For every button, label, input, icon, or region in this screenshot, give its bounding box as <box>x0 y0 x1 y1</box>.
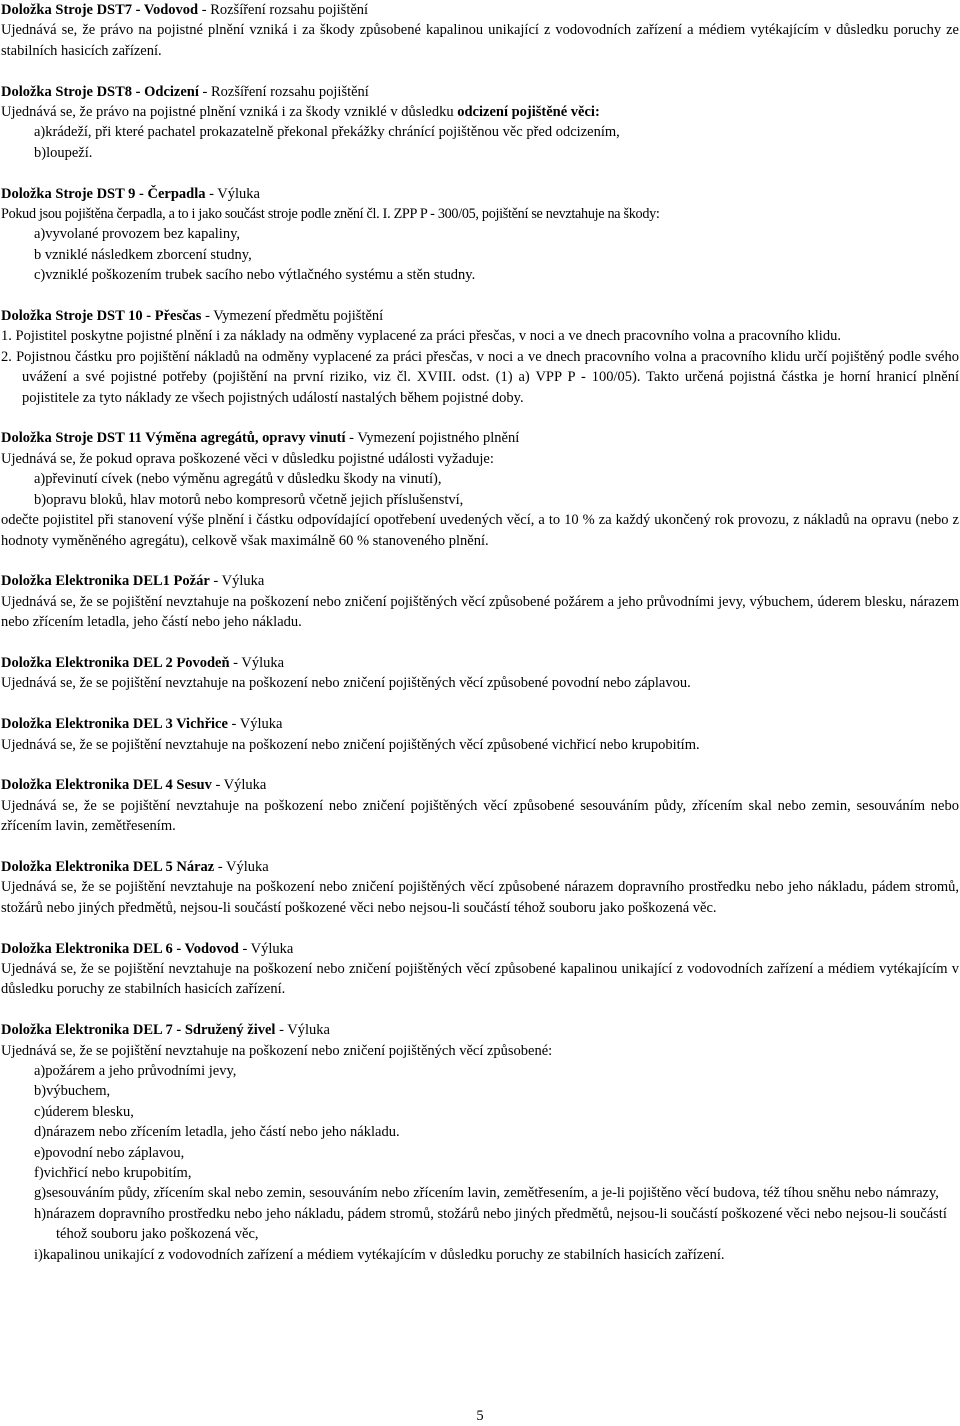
list-item: b vzniklé následkem zborcení studny, <box>34 246 252 263</box>
clause-del3 <box>1 714 959 755</box>
clause-dst7 <box>1 0 959 61</box>
clause-text: Ujednává se, že právo na pojistné plnění vzniká i za škody způsobené kapalinou unikající z vodovodních zařízení a médiem vytékajícím v důsledku poruchy ze stabilních hasicích zařízení. <box>1 22 959 59</box>
clause-heading <box>1 775 959 795</box>
list-item: i)kapalinou unikající z vodovodních zařízení a médiem vytékajícím v důsledku poruchy ze stabilních hasicích zařízení. <box>34 1246 725 1263</box>
list-item: b)loupeží. <box>34 144 93 161</box>
page-number: 5 <box>476 1408 484 1424</box>
list-item: b)výbuchem, <box>34 1083 111 1100</box>
clause-heading <box>1 1020 959 1040</box>
list-item: a)převinutí cívek (nebo výměnu agregátů v důsledku škody na vinutí), <box>34 471 442 488</box>
clause-del5 <box>1 857 959 918</box>
numbered-paragraph: 1. Pojistitel poskytne pojistné plnění i za náklady na odměny vyplacené za práci přesčas, v noci a ve dnech pracovního volna a pracovního klidu. <box>1 328 841 345</box>
clause-title: Doložka Stroje DST 9 - Čerpadla <box>1 185 206 202</box>
clause-subtitle: - Výluka <box>275 1022 330 1039</box>
list-item: a)vyvolané provozem bez kapaliny, <box>34 226 241 243</box>
list-item: d)nárazem nebo zřícením letadla, jeho částí nebo jeho nákladu. <box>34 1124 400 1141</box>
clause-subtitle: - Vymezení předmětu pojištění <box>201 308 384 325</box>
clause-del7 <box>1 1020 959 1265</box>
clause-subtitle: - Vymezení pojistného plnění <box>345 430 520 447</box>
clause-heading <box>1 939 959 959</box>
clause-text: Ujednává se, že se pojištění nevztahuje na poškození nebo zničení pojištěných věcí způsobené vichřicí nebo krupobitím. <box>1 736 700 753</box>
list-item: g)sesouváním půdy, zřícením skal nebo zemin, sesouváním nebo zřícením lavin, zemětřesením, a je-li pojištěno věcí budova, též tíhou sněhu nebo námrazy, <box>34 1185 939 1202</box>
clause-title: Doložka Elektronika DEL 2 Povodeň <box>1 654 230 671</box>
list-item: h)nárazem dopravního prostředku nebo jeho nákladu, pádem stromů, stožárů nebo jiných předmětů, nejsou-li součástí poškozené věci nebo nejsou-li součástí téhož souboru jako poškozená věc, <box>34 1205 947 1243</box>
clause-title: Doložka Stroje DST8 - Odcizení <box>1 83 199 100</box>
clause-subtitle: - Rozšíření rozsahu pojištění <box>198 83 369 100</box>
clause-heading <box>1 571 959 591</box>
clause-text: Ujednává se, že se pojištění nevztahuje na poškození nebo zničení pojištěných věcí způsobené: <box>1 1042 553 1059</box>
list-item: f)vichřicí nebo krupobitím, <box>34 1164 192 1181</box>
clause-heading <box>1 184 959 204</box>
clause-heading <box>1 653 959 673</box>
clause-dst8 <box>1 82 959 164</box>
clause-text-after: odečte pojistitel při stanovení výše plnění i částku odpovídající opotřebení uvedených věcí, a to 10 % za každý ukončený rok provozu, z nákladů na opravu (nebo z hodnoty vyměněného agregátu), celkově však maximálně 60 % stanoveného plnění. <box>1 512 959 549</box>
clause-text: Ujednává se, že se pojištění nevztahuje na poškození nebo zničení pojištěných věcí způsobené sesouváním půdy, zřícením skal nebo zemin, sesouváním nebo zřícením lavin, zemětřesením. <box>1 797 959 835</box>
list-item: c)vzniklé poškozením trubek sacího nebo výtlačného systému a stěn studny. <box>34 267 476 284</box>
clause-text: Ujednává se, že se pojištění nevztahuje na poškození nebo zničení pojištěných věcí způsobené nárazem dopravního prostředku nebo jeho nákladu, pádem stromů, stožárů nebo jiných předmětů, nejsou-li součástí poškozené věci nebo nejsou-li součástí téhož souboru jako poškozená věc. <box>1 879 959 916</box>
clause-title: Doložka Elektronika DEL1 Požár <box>1 573 210 590</box>
clause-subtitle: - Výluka <box>238 940 294 957</box>
clause-subtitle: - Výluka <box>209 573 265 590</box>
clause-title: Doložka Elektronika DEL 3 Vichřice <box>1 716 228 733</box>
list-item: b)opravu bloků, hlav motorů nebo kompresorů včetně jejich příslušenství, <box>34 491 464 508</box>
clause-text: Ujednává se, že se pojištění nevztahuje na poškození nebo zničení pojištěných věcí způsobené požárem a jeho průvodními jevy, výbuchem, úderem blesku, nárazem nebo zřícením letadla, jeho částí nebo jeho nákladu. <box>1 593 959 631</box>
clause-del2 <box>1 653 959 694</box>
clause-dst10 <box>1 306 959 408</box>
clause-title: Doložka Elektronika DEL 6 - Vodovod <box>1 940 239 957</box>
clause-subtitle: - Rozšíření rozsahu pojištění <box>198 2 369 18</box>
clause-heading <box>1 428 959 448</box>
clause-title: Doložka Elektronika DEL 5 Náraz <box>1 858 215 875</box>
clause-title: Doložka Elektronika DEL 7 - Sdružený živel <box>1 1022 276 1039</box>
clause-heading <box>1 0 959 20</box>
clause-dst9 <box>1 184 959 286</box>
clause-dst11 <box>1 428 959 550</box>
clause-subtitle: - Výluka <box>227 716 283 733</box>
clause-del1 <box>1 571 959 632</box>
clause-title: Doložka Elektronika DEL 4 Sesuv <box>1 777 212 794</box>
clause-del6 <box>1 939 959 1000</box>
clause-title: Doložka Stroje DST 10 - Přesčas <box>1 308 202 325</box>
clause-heading <box>1 857 959 877</box>
clause-text: Ujednává se, že pokud oprava poškozené věci v důsledku pojistné události vyžaduje: <box>1 450 494 467</box>
clause-text: Pokud jsou pojištěna čerpadla, a to i jako součást stroje podle znění čl. I. ZPP P - 300/05, pojištění se nevztahuje na škody: <box>1 206 660 223</box>
numbered-paragraph: 2. Pojistnou částku pro pojištění nákladů na odměny vyplacené za práci přesčas, v noci a ve dnech pracovního volna a pracovního klidu určí pojištěný podle svého uvážení a své pojistné potřeby (pojištění na první riziko, viz čl. XVIII. odst. (1) a) VPP P - 100/05). Takto určená pojistná částka je horní hranicí plnění pojistitele za tyto náklady ze všech pojistných událostí nastalých během pojistné doby. <box>1 348 959 406</box>
clause-text <box>1 102 959 122</box>
clause-text: Ujednává se, že se pojištění nevztahuje na poškození nebo zničení pojištěných věcí způsobené kapalinou unikající z vodovodních zařízení a médiem vytékajícím v důsledku poruchy ze stabilních hasicích zařízení. <box>1 960 959 998</box>
clause-subtitle: - Výluka <box>214 858 269 875</box>
list-item: c)úderem blesku, <box>34 1103 134 1120</box>
clause-title: Doložka Stroje DST7 - Vodovod <box>1 2 199 18</box>
list-item: a)požárem a jeho průvodními jevy, <box>34 1062 237 1079</box>
clause-text: Ujednává se, že se pojištění nevztahuje na poškození nebo zničení pojištěných věcí způsobené povodní nebo záplavou. <box>1 675 691 692</box>
clause-text-emphasis: odcizení pojištěné věci: <box>457 104 600 121</box>
clause-del4 <box>1 775 959 836</box>
clause-heading <box>1 306 959 326</box>
clause-text-lead: Ujednává se, že právo na pojistné plnění vzniká i za škody vzniklé v důsledku <box>1 104 458 121</box>
clause-subtitle: - Výluka <box>211 777 267 794</box>
list-item: e)povodní nebo záplavou, <box>34 1144 185 1161</box>
clause-heading <box>1 82 959 102</box>
clause-subtitle: - Výluka <box>229 654 285 671</box>
clause-title: Doložka Stroje DST 11 Výměna agregátů, opravy vinutí <box>1 430 346 447</box>
clause-heading <box>1 714 959 734</box>
list-item: a)krádeží, při které pachatel prokazatelně překonal překážky chránící pojištěnou věc před odcizením, <box>34 124 620 141</box>
clause-subtitle: - Výluka <box>205 185 260 202</box>
